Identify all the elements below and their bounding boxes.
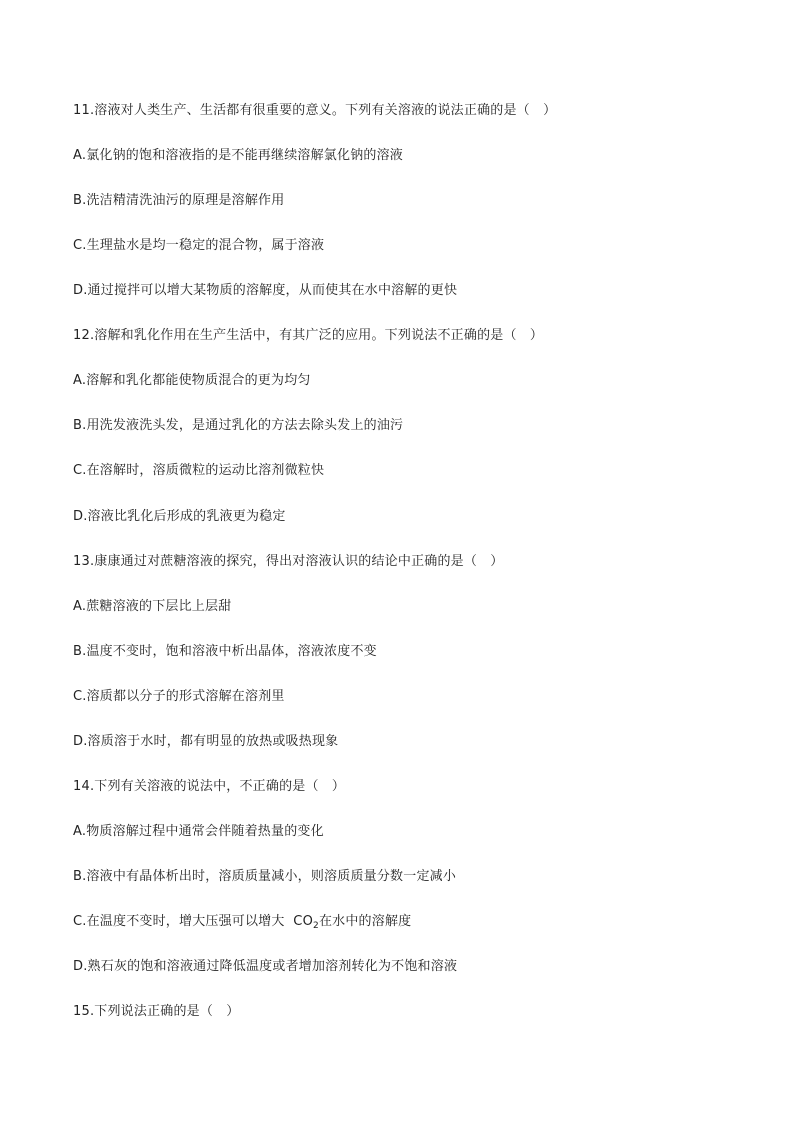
question-12-option-d: D.溶液比乳化后形成的乳液更为稳定 xyxy=(73,509,286,524)
question-12-option-c: C.在溶解时，溶质微粒的运动比溶剂微粒快 xyxy=(73,463,325,478)
question-12-option-a: A.溶解和乳化都能使物质混合的更为均匀 xyxy=(73,373,311,388)
question-11-option-c: C.生理盐水是均一稳定的混合物，属于溶液 xyxy=(73,238,325,253)
question-13-option-b: B.温度不变时，饱和溶液中析出晶体，溶液浓度不变 xyxy=(73,644,377,659)
question-14-option-a: A.物质溶解过程中通常会伴随着热量的变化 xyxy=(73,824,324,839)
co2-formula xyxy=(293,914,319,929)
question-13-stem: 13.康康通过对蔗糖溶液的探究，得出对溶液认识的结论中正确的是（ ） xyxy=(73,554,504,569)
question-12-option-b: B.用洗发液洗头发，是通过乳化的方法去除头发上的油污 xyxy=(73,418,404,433)
option-c-text-before: C.在温度不变时，增大压强可以增大 xyxy=(73,914,285,929)
question-13-option-d: D.溶质溶于水时，都有明显的放热或吸热现象 xyxy=(73,734,339,749)
question-14-option-d: D.熟石灰的饱和溶液通过降低温度或者增加溶剂转化为不饱和溶液 xyxy=(73,959,458,974)
question-11-option-d: D.通过搅拌可以增大某物质的溶解度，从而使其在水中溶解的更快 xyxy=(73,283,458,298)
question-14-option-b: B.溶液中有晶体析出时，溶质质量减小，则溶质质量分数一定减小 xyxy=(73,869,457,884)
question-12-stem: 12.溶解和乳化作用在生产生活中，有其广泛的应用。下列说法不正确的是（ ） xyxy=(73,328,544,343)
question-11-stem: 11.溶液对人类生产、生活都有很重要的意义。下列有关溶液的说法正确的是（ ） xyxy=(73,103,557,118)
co2-formula-main: CO xyxy=(293,914,314,929)
question-13-option-a: A.蔗糖溶液的下层比上层甜 xyxy=(73,599,232,614)
option-c-text-after: 在水中的溶解度 xyxy=(318,914,412,929)
co2-formula-subscript: 2 xyxy=(313,921,319,931)
question-13-option-c: C.溶质都以分子的形式溶解在溶剂里 xyxy=(73,689,285,704)
question-11-option-a: A.氯化钠的饱和溶液指的是不能再继续溶解氯化钠的溶液 xyxy=(73,148,403,163)
question-11-option-b: B.洗洁精清洗油污的原理是溶解作用 xyxy=(73,193,285,208)
question-14-option-c xyxy=(73,913,411,935)
question-15-stem: 15.下列说法正确的是（ ） xyxy=(73,1004,240,1019)
question-14-stem: 14.下列有关溶液的说法中，不正确的是（ ） xyxy=(73,779,346,794)
